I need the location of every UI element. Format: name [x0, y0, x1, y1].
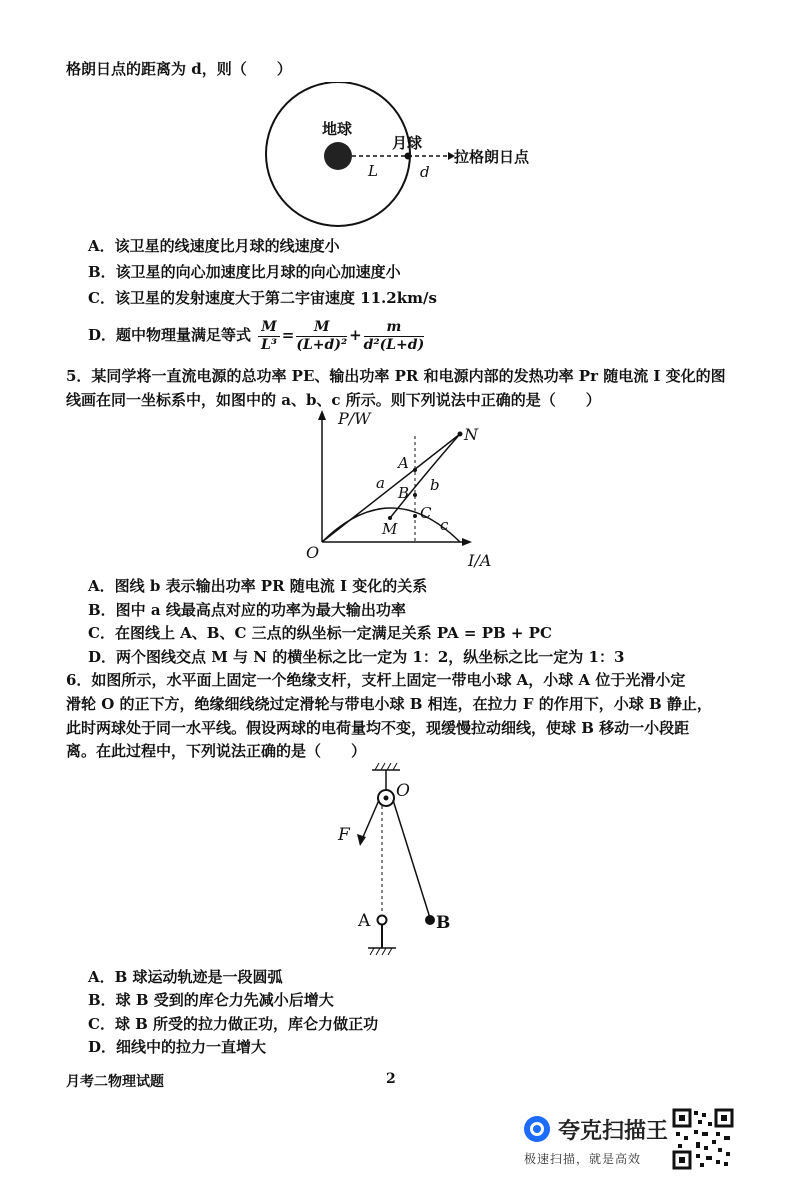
lagrange-label: 拉格朗日点	[454, 148, 530, 166]
brand-slogan: 极速扫描，就是高效	[524, 1152, 642, 1166]
q6-option-c: C．球 B 所受的拉力做正功，库仑力做正功	[88, 1015, 379, 1033]
label-A: A	[358, 911, 371, 931]
q4-option-a: A．该卫星的线速度比月球的线速度小	[88, 237, 340, 255]
q5-option-d: D．两个图线交点 M 与 N 的横坐标之比一定为 1：2，纵坐标之比一定为 1：3	[88, 648, 625, 666]
q6-stem-line1: 6．如图所示，水平面上固定一个绝缘支杆，支杆上固定一带电小球 A，小球 A 位于光滑小定	[66, 671, 686, 689]
q5-stem-line1: 5．某同学将一直流电源的总功率 PE、输出功率 PR 和电源内部的发热功率 Pr 随电流 I 变化的图	[66, 367, 726, 385]
q6-stem-line4: 离。在此过程中，下列说法正确的是（ ）	[66, 742, 367, 760]
q5-option-b: B．图中 a 线最高点对应的功率为最大输出功率	[88, 601, 406, 619]
ceiling-hatch	[375, 763, 397, 770]
q4-option-c: C．该卫星的发射速度大于第二宇宙速度 11.2km/s	[88, 289, 437, 307]
moon-label: 月球	[392, 134, 423, 152]
L-label: L	[368, 162, 378, 180]
ball-B	[425, 915, 435, 925]
x-axis-label: I/A	[468, 551, 492, 570]
label-C: C	[420, 504, 432, 522]
q6-option-d: D．细线中的拉力一直增大	[88, 1038, 267, 1056]
q5-option-c: C．在图线上 A、B、C 三点的纵坐标一定满足关系 PA = PB + PC	[88, 624, 552, 642]
origin-label: O	[306, 543, 320, 562]
y-axis-label: P/W	[338, 409, 371, 428]
q6-option-a: A．B 球运动轨迹是一段圆弧	[88, 968, 283, 986]
point-A	[413, 468, 417, 472]
q6-stem-line3: 此时两球处于同一水平线。假设两球的电荷量均不变，现缓慢拉动细线，使球 B 移动一小段距	[66, 719, 690, 737]
label-b: b	[430, 476, 440, 494]
x-axis-arrow	[462, 538, 472, 546]
earth-label: 地球	[322, 120, 353, 138]
label-B: B	[398, 484, 410, 502]
page-number: 2	[386, 1071, 396, 1087]
point-C	[413, 514, 417, 518]
pulley-figure	[330, 762, 470, 962]
equation-fraction-3: $\frac{m}{\text{d²(L+d)}}$	[363, 318, 425, 353]
label-B: B	[436, 913, 451, 933]
d-label: d	[420, 163, 430, 181]
label-M: M	[382, 520, 398, 538]
q5-option-a: A．图线 b 表示输出功率 PR 随电流 I 变化的关系	[88, 577, 428, 595]
moon-icon	[405, 153, 412, 160]
string-to-B	[393, 800, 430, 918]
brand-name: 夸克扫描王	[558, 1119, 669, 1144]
label-N: N	[464, 425, 478, 444]
y-axis-arrow	[318, 410, 326, 420]
equation-fraction-1: $\frac{M}{\text{L³}}$	[258, 319, 280, 354]
point-B	[413, 493, 417, 497]
q4-d-prefix: D．题中物理量满足等式	[88, 326, 252, 344]
footer-title: 月考二物理试题	[66, 1074, 164, 1090]
point-N	[458, 432, 463, 437]
qr-code-icon	[672, 1108, 734, 1170]
label-a: a	[376, 474, 385, 492]
q5-stem-line2: 线画在同一坐标系中，如图中的 a、b、c 所示。则下列说法中正确的是（ ）	[66, 391, 601, 409]
force-arrow	[357, 834, 366, 846]
ball-A	[378, 916, 387, 925]
earth-icon	[324, 142, 352, 170]
q4-option-d: D．题中物理量满足等式 $\frac{M}{\text{L³}}$ = $\frac{M}{\text{(L+d)²}}$ + $\frac{m}{\text{d²(L+d)}}$	[88, 318, 425, 353]
q4-option-b: B．该卫星的向心加速度比月球的向心加速度小	[88, 263, 401, 281]
power-current-graph	[300, 408, 510, 573]
q6-stem-line2: 滑轮 O 的正下方，绝缘细线绕过定滑轮与带电小球 B 相连，在拉力 F 的作用下，小球 B 静止，	[66, 695, 712, 713]
equation-fraction-2: $\frac{M}{\text{(L+d)²}}$	[296, 318, 348, 353]
q6-option-b: B．球 B 受到的库仑力先减小后增大	[88, 991, 334, 1009]
pulley-axle	[384, 796, 389, 801]
label-O: O	[396, 781, 410, 801]
label-F: F	[338, 825, 350, 845]
ground-hatch	[370, 948, 392, 955]
earth-moon-figure	[258, 82, 558, 232]
top-line: 格朗日点的距离为 d，则（ ）	[66, 60, 292, 78]
quark-logo-icon	[522, 1114, 552, 1144]
label-A: A	[398, 454, 409, 472]
label-c: c	[440, 516, 449, 534]
